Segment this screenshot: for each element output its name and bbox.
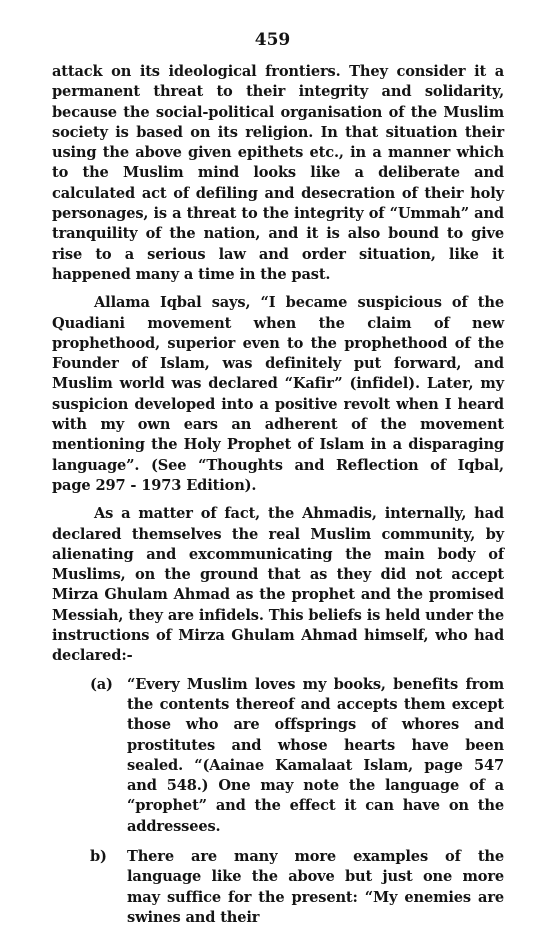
page-number: 459 xyxy=(254,30,291,50)
paragraph-ahmadis: As a matter of fact, the Ahmadis, internally, had declared themselves the real Muslim community, by alienating and excommunicating the main body of Muslims, on the ground that as they did not accept Mirza Ghulam Ahmad as the prophet and the promised Messiah, they are infidels. This beliefs is held under the instructions of Mirza Ghulam Ahmad himself, who had declared:- xyxy=(52,505,504,665)
list-item-text: There are many more examples of the language like the above but just one more may suffice for the present: “My enemies are swines and their xyxy=(127,847,504,926)
list-marker: b) xyxy=(90,847,107,865)
paragraph-iqbal-quote: Allama Iqbal says, “I became suspicious of the Quadiani movement when the claim of new prophethood, superior even to the prophethood of the Founder of Islam, was definitely put forward, and Muslim world was declared “Kafir” (infidel). Later, my suspicion developed into a positive revolt when I heard with my own ears an adherent of the movement mentioning the Holy Prophet of Islam in a disparaging language”. (See “Thoughts and Reflection of Iqbal, page 297 - 1973 Edition). xyxy=(52,294,504,494)
paragraph-continuation: attack on its ideological frontiers. They consider it a permanent threat to their integrity and solidarity, because the social-political organisation of the Muslim society is based on its religion. In that situation their using the above given epithets etc., in a manner which to the Muslim mind looks like a deliberate and calculated act of defiling and desecration of their holy personages, is a threat to the integrity of “Ummah” and tranquility of the nation, and it is also bound to give rise to a serious law and order situation, like it happened many a time in the past. xyxy=(52,63,504,283)
body-text xyxy=(52,62,504,938)
list-item-b xyxy=(52,847,504,928)
list-item-text: “Every Muslim loves my books, benefits from the contents thereof and accepts them except those who are offsprings of whores and prostitutes and whose hearts have been sealed. “(Aainae Kamalaat Islam, page 547 and 548.) One may note the language of a “prophet” and the effect it can have on the addressees. xyxy=(127,675,504,835)
list-item-a xyxy=(52,675,504,837)
list-marker: (a) xyxy=(90,675,113,693)
